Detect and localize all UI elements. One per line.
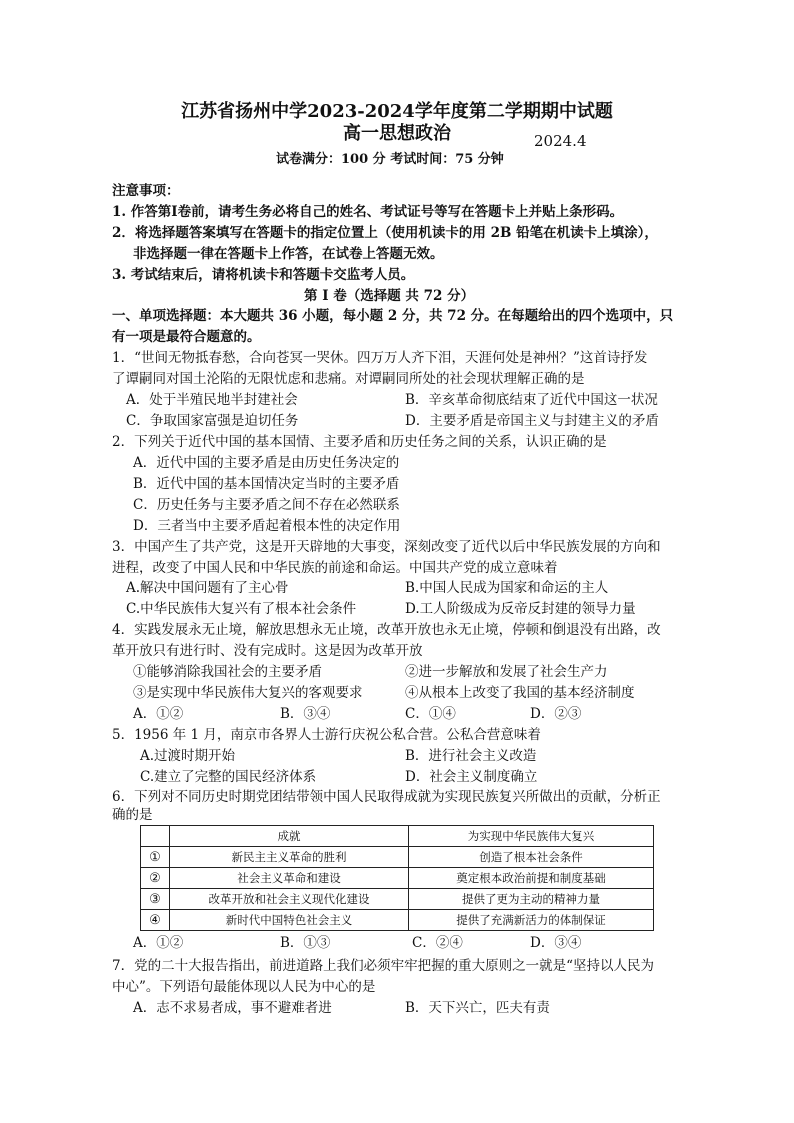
statement: ④从根本上改变了我国的基本经济制度 [405,685,635,701]
table-cell: 新时代中国特色社会主义 [170,910,409,931]
question-stem: 了谭嗣同对国土沦陷的无限忧虑和悲痛。对谭嗣同所处的社会现状理解正确的是 [112,371,585,387]
section-instruction: 有一项是最符合题意的。 [112,329,261,345]
section-title: 第 Ⅰ 卷（选择题 共 72 分） [304,288,475,304]
option-b: B．天下兴亡，匹夫有责 [405,1000,550,1016]
note-item: 2．将选择题答案填写在答题卡的指定位置上（使用机读卡的用 2B 铅笔在机读卡上填涂）， [112,225,658,241]
option-b: B.中国人民成为国家和命运的主人 [405,580,609,596]
question-stem: 4．实践发展永无止境，解放思想永无止境，改革开放也永无止境，停顿和倒退没有出路，改 [112,622,661,638]
subject-title: 高一思想政治 [343,123,451,144]
statement: ①能够消除我国社会的主要矛盾 [133,664,322,680]
table-cell: 提供了更为主动的精神力量 [409,889,654,910]
table-row [141,868,654,889]
exam-date: 2024.4 [534,132,587,150]
table-row [141,889,654,910]
note-item: 非选择题一律在答题卡上作答，在试卷上答题无效。 [133,246,444,262]
table-header-cell: 成就 [170,826,409,847]
table-cell: 提供了充满新活力的体制保证 [409,910,654,931]
question-stem: 1．“世间无物抵春愁，合向苍冥一哭休。四万万人齐下泪，天涯何处是神州？”这首诗抒发 [112,350,648,366]
table-header-cell [141,826,170,847]
option-a: A．近代中国的主要矛盾是由历史任务决定的 [133,455,400,471]
option-b: B．①③ [280,935,331,951]
option-d: D.工人阶级成为反帝反封建的领导力量 [405,601,636,617]
option-c: C.建立了完整的国民经济体系 [140,769,317,785]
option-d: D．三者当中主要矛盾起着根本性的决定作用 [133,518,401,534]
question-stem: 6．下列对不同历史时期党团结带领中国人民取得成就为实现民族复兴所做出的贡献，分析正 [112,789,661,805]
option-a: A．志不求易者成，事不避难者进 [133,1000,332,1016]
question-stem: 2．下列关于近代中国的基本国情、主要矛盾和历史任务之间的关系，认识正确的是 [112,434,607,450]
table-header-row [141,826,654,847]
table-header-cell: 为实现中华民族伟大复兴 [409,826,654,847]
option-d: D．社会主义制度确立 [405,769,538,785]
option-c: C．①④ [405,706,456,722]
table-cell: 创造了根本社会条件 [409,847,654,868]
option-c: C.中华民族伟大复兴有了根本社会条件 [126,601,357,617]
table-cell: 改革开放和社会主义现代化建设 [170,889,409,910]
statement: ③是实现中华民族伟大复兴的客观要求 [133,685,363,701]
option-b: B．进行社会主义改造 [405,748,537,764]
option-a: A.解决中国问题有了主心骨 [126,580,289,596]
table-row [141,847,654,868]
option-a: A.过渡时期开始 [140,748,236,764]
table-cell: ① [141,847,170,868]
question-stem: 中心”。下列语句最能体现以人民为中心的是 [112,979,376,995]
question-stem: 5．1956 年 1 月，南京市各界人士游行庆祝公私合营。公私合营意味着 [112,727,541,743]
section-instruction: 一、单项选择题：本大题共 36 小题，每小题 2 分，共 72 分。在每题给出的四个选项中，只 [112,308,674,324]
option-c: C．历史任务与主要矛盾之间不存在必然联系 [133,497,400,513]
table-cell: ② [141,868,170,889]
option-d: D．②③ [530,706,582,722]
option-b: B．③④ [280,706,331,722]
table-cell: ③ [141,889,170,910]
table-cell: 社会主义革命和建设 [170,868,409,889]
question-stem: 革开放只有进行时、没有完成时。这是因为改革开放 [112,643,423,659]
table-row [141,910,654,931]
option-a: A．①② [133,935,184,951]
option-d: D．③④ [530,935,582,951]
option-a: A．处于半殖民地半封建社会 [126,392,298,408]
option-a: A．①② [133,706,184,722]
question-stem: 进程，改变了中国人民和中华民族的前途和命运。中国共产党的成立意味着 [112,560,558,576]
statement: ②进一步解放和发展了社会生产力 [405,664,608,680]
option-b: B．辛亥革命彻底结束了近代中国这一状况 [405,392,658,408]
option-c: C．争取国家富强是迫切任务 [126,413,299,429]
question-stem: 确的是 [112,807,153,823]
note-item: 3. 考试结束后，请将机读卡和答题卡交监考人员。 [112,267,415,283]
achievements-table [140,825,654,931]
table-cell: 奠定根本政治前提和制度基础 [409,868,654,889]
exam-title: 江苏省扬州中学2023-2024学年度第二学期期中试题 [181,101,613,122]
question-stem: 7．党的二十大报告指出，前进道路上我们必须牢牢把握的重大原则之一就是“坚持以人民为 [112,958,654,974]
notes-heading: 注意事项： [112,183,180,199]
option-c: C．②④ [412,935,463,951]
table-cell: ④ [141,910,170,931]
exam-meta: 试卷满分：100 分 考试时间：75 分钟 [276,152,504,167]
option-d: D．主要矛盾是帝国主义与封建主义的矛盾 [405,413,659,429]
option-b: B．近代中国的基本国情决定当时的主要矛盾 [133,476,400,492]
question-stem: 3．中国产生了共产党，这是开天辟地的大事变，深刻改变了近代以后中华民族发展的方向和 [112,539,661,555]
note-item: 1. 作答第Ⅰ卷前，请考生务必将自己的姓名、考试证号等写在答题卡上并贴上条形码。 [112,204,624,220]
table-cell: 新民主主义革命的胜利 [170,847,409,868]
